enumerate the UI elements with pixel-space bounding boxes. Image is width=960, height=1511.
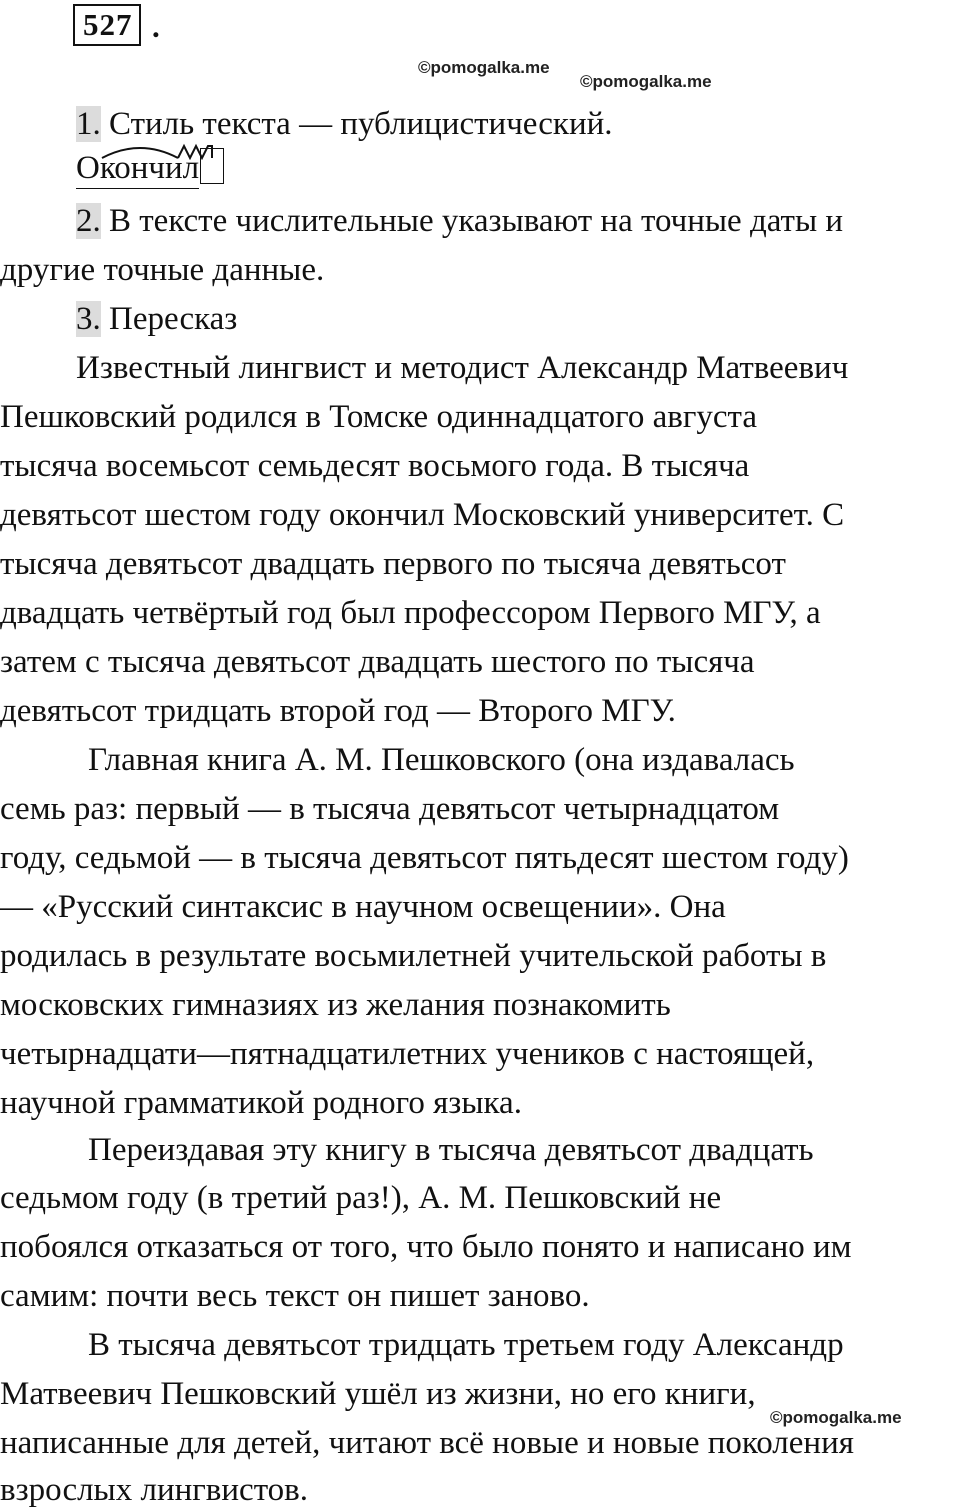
- watermark: ©pomogalka.me: [580, 72, 712, 91]
- text-line: побоялся отказаться от того, что было понято и написано им: [0, 1229, 852, 1265]
- answer-item-2: [76, 201, 843, 241]
- text-line: седьмом году (в третий раз!), А. М. Пешковский не: [0, 1180, 722, 1216]
- text-line: затем с тысяча девятьсот двадцать шестого по тысяча: [0, 644, 755, 680]
- text-line: самим: почти весь текст он пишет заново.: [0, 1278, 590, 1314]
- text-line: семь раз: первый — в тысяча девятьсот четырнадцатом: [0, 791, 780, 827]
- text-line: Главная книга А. М. Пешковского (она издавалась: [88, 742, 795, 778]
- text-line: Пешковский родился в Томске одиннадцатого августа: [0, 399, 757, 435]
- zero-ending-box: [200, 148, 224, 184]
- parse-word: Окончил: [76, 148, 199, 189]
- text-line: Матвеевич Пешковский ушёл из жизни, но его книги,: [0, 1376, 756, 1412]
- word-parse: [76, 148, 224, 189]
- watermark: ©pomogalka.me: [418, 58, 550, 77]
- text-line: тысяча восемьсот семьдесят восьмого года. В тысяча: [0, 448, 750, 484]
- text-line: четырнадцати—пятнадцатилетних учеников с настоящей,: [0, 1036, 815, 1072]
- exercise-number: 527: [73, 4, 141, 46]
- text-line: Переиздавая эту книгу в тысяча девятьсот двадцать: [88, 1132, 814, 1168]
- text-line: двадцать четвёртый год был профессором Первого МГУ, а: [0, 595, 821, 631]
- item-number: 3.: [76, 301, 101, 337]
- text-line: взрослых лингвистов.: [0, 1472, 309, 1508]
- text-line: Известный лингвист и методист Александр Матвеевич: [76, 350, 849, 386]
- text-line: году, седьмой — в тысяча девятьсот пятьдесят шестом году): [0, 840, 849, 876]
- answer-item-3: [76, 299, 237, 339]
- item-text: В тексте числительные указывают на точные даты и: [100, 203, 844, 239]
- text-line: родилась в результате восьмилетней учительской работы в: [0, 938, 827, 974]
- item-text: Стиль текста — публицистический.: [100, 106, 613, 142]
- item-number: 2.: [76, 203, 101, 239]
- text-line: девятьсот шестом году окончил Московский университет. С: [0, 497, 845, 533]
- watermark: ©pomogalka.me: [770, 1408, 902, 1427]
- text-line: тысяча девятьсот двадцать первого по тысяча девятьсот: [0, 546, 786, 582]
- text-line: написанные для детей, читают всё новые и новые поколения: [0, 1425, 854, 1461]
- exercise-number-dot: .: [152, 9, 160, 44]
- item-number: 1.: [76, 106, 101, 142]
- text-line: научной грамматикой родного языка.: [0, 1085, 522, 1121]
- text-line: другие точные данные.: [0, 252, 325, 288]
- text-line: девятьсот тридцать второй год — Второго МГУ.: [0, 693, 676, 729]
- text-line: — «Русский синтаксис в научном освещении». Она: [0, 889, 726, 925]
- item-text: Пересказ: [100, 301, 238, 337]
- text-line: московских гимназиях из желания познакомить: [0, 987, 671, 1023]
- text-line: В тысяча девятьсот тридцать третьем году Александр: [88, 1327, 844, 1363]
